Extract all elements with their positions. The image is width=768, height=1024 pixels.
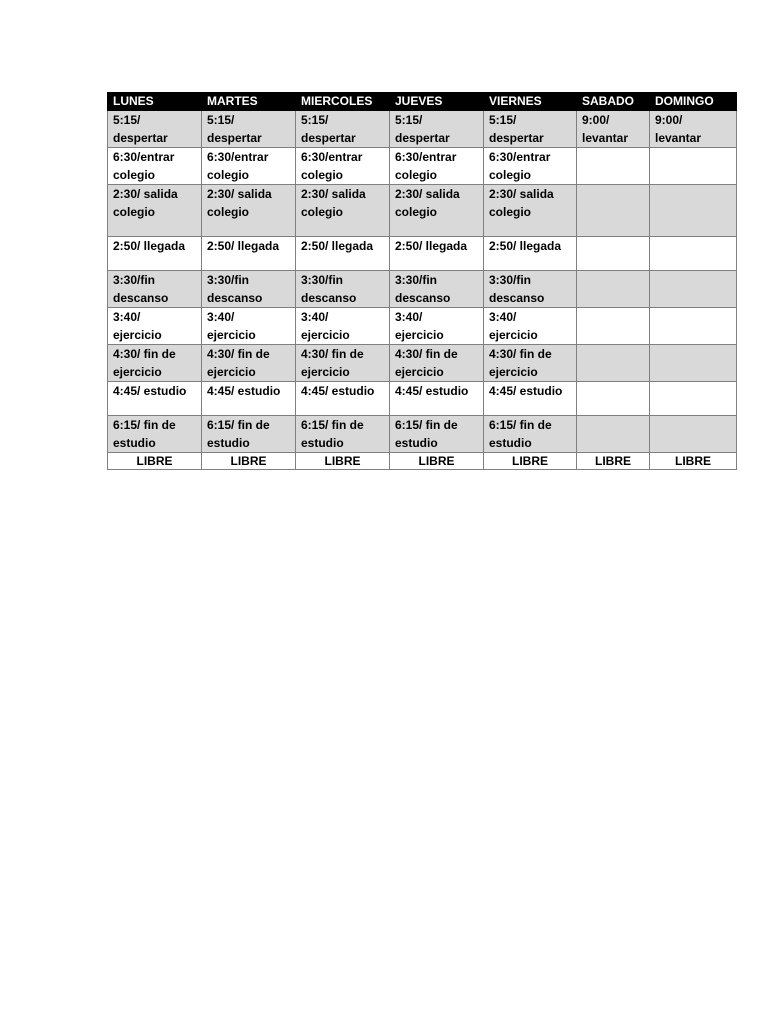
table-cell: 3:40/ ejercicio xyxy=(296,308,390,345)
table-cell: 3:40/ ejercicio xyxy=(108,308,202,345)
libre-cell: LIBRE xyxy=(390,453,484,470)
table-cell: 2:30/ salida colegio xyxy=(296,185,390,237)
header-cell-miercoles: MIERCOLES xyxy=(296,93,390,111)
table-cell: 6:30/entrar colegio xyxy=(390,148,484,185)
table-cell: 2:30/ salida colegio xyxy=(108,185,202,237)
table-cell: 4:45/ estudio xyxy=(202,382,296,416)
libre-cell: LIBRE xyxy=(650,453,737,470)
libre-cell: LIBRE xyxy=(202,453,296,470)
table-cell: 2:50/ llegada xyxy=(484,237,577,271)
table-cell xyxy=(650,148,737,185)
table-cell: 6:30/entrar colegio xyxy=(296,148,390,185)
table-cell: 3:40/ ejercicio xyxy=(484,308,577,345)
table-row xyxy=(108,111,737,148)
table-cell: 6:30/entrar colegio xyxy=(108,148,202,185)
header-cell-lunes: LUNES xyxy=(108,93,202,111)
table-cell xyxy=(577,271,650,308)
table-cell: 6:15/ fin de estudio xyxy=(296,416,390,453)
header-cell-martes: MARTES xyxy=(202,93,296,111)
table-cell: 4:30/ fin de ejercicio xyxy=(390,345,484,382)
table-cell: 5:15/ despertar xyxy=(484,111,577,148)
table-row xyxy=(108,237,737,271)
table-cell xyxy=(577,308,650,345)
table-row xyxy=(108,382,737,416)
table-cell: 3:30/fin descanso xyxy=(484,271,577,308)
table-cell: 3:30/fin descanso xyxy=(296,271,390,308)
table-cell: 3:40/ ejercicio xyxy=(202,308,296,345)
table-cell xyxy=(650,185,737,237)
libre-cell: LIBRE xyxy=(577,453,650,470)
table-cell: 6:15/ fin de estudio xyxy=(202,416,296,453)
table-cell: 2:50/ llegada xyxy=(108,237,202,271)
table-cell: 4:30/ fin de ejercicio xyxy=(484,345,577,382)
table-cell xyxy=(650,237,737,271)
table-cell: 6:30/entrar colegio xyxy=(484,148,577,185)
libre-cell: LIBRE xyxy=(484,453,577,470)
table-cell: 4:30/ fin de ejercicio xyxy=(202,345,296,382)
table-cell: 4:45/ estudio xyxy=(390,382,484,416)
table-cell: 5:15/ despertar xyxy=(390,111,484,148)
table-cell xyxy=(577,237,650,271)
table-cell xyxy=(650,271,737,308)
header-cell-domingo: DOMINGO xyxy=(650,93,737,111)
table-cell xyxy=(650,345,737,382)
table-cell: 2:30/ salida colegio xyxy=(202,185,296,237)
table-cell: 4:30/ fin de ejercicio xyxy=(108,345,202,382)
table-cell: 2:50/ llegada xyxy=(296,237,390,271)
table-cell: 2:30/ salida colegio xyxy=(390,185,484,237)
table-cell: 3:30/fin descanso xyxy=(390,271,484,308)
table-row xyxy=(108,416,737,453)
table-cell xyxy=(650,308,737,345)
table-cell: 9:00/ levantar xyxy=(577,111,650,148)
table-cell: 6:15/ fin de estudio xyxy=(390,416,484,453)
table-cell: 5:15/ despertar xyxy=(296,111,390,148)
table-row xyxy=(108,271,737,308)
table-row-libre xyxy=(108,453,737,470)
table-cell: 4:30/ fin de ejercicio xyxy=(296,345,390,382)
table-cell: 2:50/ llegada xyxy=(202,237,296,271)
table-cell: 9:00/ levantar xyxy=(650,111,737,148)
header-cell-sabado: SABADO xyxy=(577,93,650,111)
table-cell xyxy=(577,416,650,453)
table-cell xyxy=(577,148,650,185)
table-cell: 4:45/ estudio xyxy=(296,382,390,416)
table-row xyxy=(108,148,737,185)
table-cell xyxy=(650,416,737,453)
table-cell: 5:15/ despertar xyxy=(202,111,296,148)
table-cell: 2:30/ salida colegio xyxy=(484,185,577,237)
table-cell xyxy=(577,185,650,237)
table-row xyxy=(108,185,737,237)
table-cell xyxy=(650,382,737,416)
table-cell xyxy=(577,345,650,382)
table-cell: 2:50/ llegada xyxy=(390,237,484,271)
table-row xyxy=(108,308,737,345)
header-cell-jueves: JUEVES xyxy=(390,93,484,111)
table-cell xyxy=(577,382,650,416)
table-cell: 4:45/ estudio xyxy=(108,382,202,416)
table-cell: 5:15/ despertar xyxy=(108,111,202,148)
header-row xyxy=(108,93,737,111)
libre-cell: LIBRE xyxy=(108,453,202,470)
header-cell-viernes: VIERNES xyxy=(484,93,577,111)
table-cell: 3:30/fin descanso xyxy=(108,271,202,308)
table-cell: 6:15/ fin de estudio xyxy=(108,416,202,453)
table-cell: 6:30/entrar colegio xyxy=(202,148,296,185)
table-row xyxy=(108,345,737,382)
table-cell: 6:15/ fin de estudio xyxy=(484,416,577,453)
table-cell: 3:40/ ejercicio xyxy=(390,308,484,345)
table-cell: 4:45/ estudio xyxy=(484,382,577,416)
table-cell: 3:30/fin descanso xyxy=(202,271,296,308)
weekly-schedule-table xyxy=(107,92,737,470)
libre-cell: LIBRE xyxy=(296,453,390,470)
